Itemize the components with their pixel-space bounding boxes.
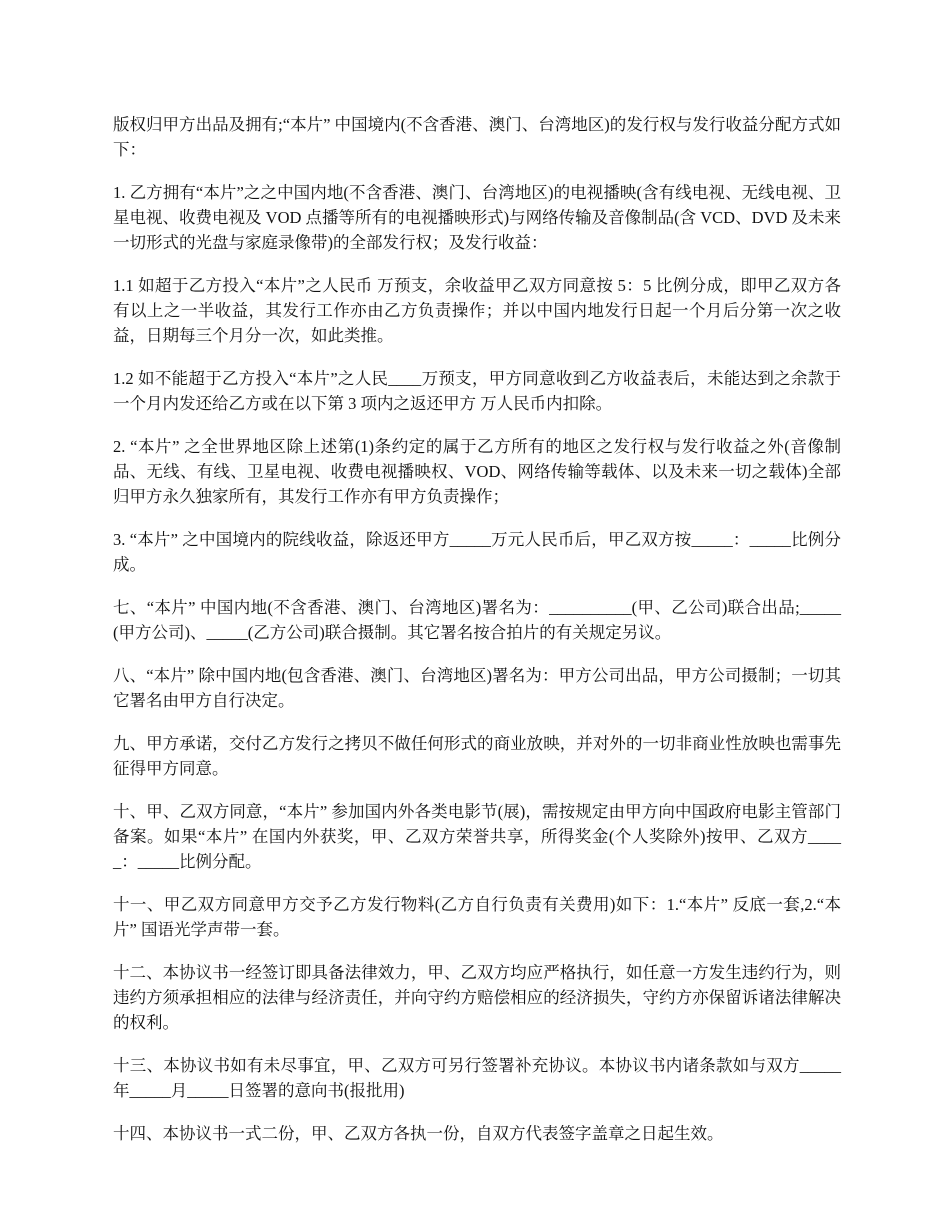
paragraph-article-11: 十一、甲乙双方同意甲方交予乙方发行物料(乙方自行负责有关费用)如下：1.“本片” 反底一套,2.“本片” 国语光学声带一套。 [113, 895, 841, 939]
paragraph-article-9: 九、甲方承诺，交付乙方发行之拷贝不做任何形式的商业放映，并对外的一切非商业性放映也需事先征得甲方同意。 [113, 734, 841, 778]
paragraph-clause-1-1: 1.1 如超于乙方投入“本片”之人民币 万预支，余收益甲乙双方同意按 5：5 比例分成，即甲乙双方各有以上之一半收益，其发行工作亦由乙方负责操作；并以中国内地发行日起一个月后分第一次之收益，日期每三个月分一次，如此类推。 [113, 276, 841, 345]
paragraph-article-14: 十四、本协议书一式二份，甲、乙双方各执一份，自双方代表签字盖章之日起生效。 [113, 1124, 724, 1143]
paragraph-clause-2: 2. “本片” 之全世界地区除上述第(1)条约定的属于乙方所有的地区之发行权与发行收益之外(音像制品、无线、有线、卫星电视、收费电视播映权、VOD、网络传输等载体、以及未来一切之载体)全部归甲方永久独家所有，其发行工作亦有甲方负责操作； [113, 437, 841, 506]
paragraph-rights-intro: 版权归甲方出品及拥有;“本片” 中国境内(不含香港、澳门、台湾地区)的发行权与发行收益分配方式如下： [113, 115, 841, 159]
paragraph-article-8: 八、“本片” 除中国内地(包含香港、澳门、台湾地区)署名为：甲方公司出品，甲方公司摄制；一切其它署名由甲方自行决定。 [113, 666, 841, 710]
paragraph-article-12: 十二、本协议书一经签订即具备法律效力，甲、乙双方均应严格执行，如任意一方发生违约行为，则违约方须承担相应的法律与经济责任，并向守约方赔偿相应的经济损失，守约方亦保留诉诸法律解决的权利。 [113, 963, 841, 1032]
document-page [113, 112, 841, 1164]
paragraph-clause-1-2: 1.2 如不能超于乙方投入“本片”之人民____万预支，甲方同意收到乙方收益表后，未能达到之余款于一个月内发还给乙方或在以下第 3 项内之返还甲方 万人民币内扣除。 [113, 369, 841, 413]
paragraph-clause-3: 3. “本片” 之中国境内的院线收益，除返还甲方_____万元人民币后，甲乙双方按_____：_____比例分成。 [113, 530, 841, 574]
paragraph-article-13: 十三、本协议书如有未尽事宜，甲、乙双方可另行签署补充协议。本协议书内诸条款如与双方_____年_____月_____日签署的意向书(报批用) [113, 1056, 841, 1100]
paragraph-clause-1: 1. 乙方拥有“本片”之之中国内地(不含香港、澳门、台湾地区)的电视播映(含有线电视、无线电视、卫星电视、收费电视及 VOD 点播等所有的电视播映形式)与网络传输及音像制品(含 VCD、DVD 及未来一切形式的光盘与家庭录像带)的全部发行权；及发行收益： [113, 183, 841, 252]
paragraph-article-10: 十、甲、乙双方同意，“本片” 参加国内外各类电影节(展)，需按规定由甲方向中国政府电影主管部门备案。如果“本片” 在国内外获奖，甲、乙双方荣誉共享，所得奖金(个人奖除外)按甲、乙双方_____：_____比例分配。 [113, 802, 841, 871]
paragraph-article-7: 七、“本片” 中国内地(不含香港、澳门、台湾地区)署名为：__________(甲、乙公司)联合出品;_____(甲方公司)、_____(乙方公司)联合摄制。其它署名按合拍片的有关规定另议。 [113, 598, 841, 642]
